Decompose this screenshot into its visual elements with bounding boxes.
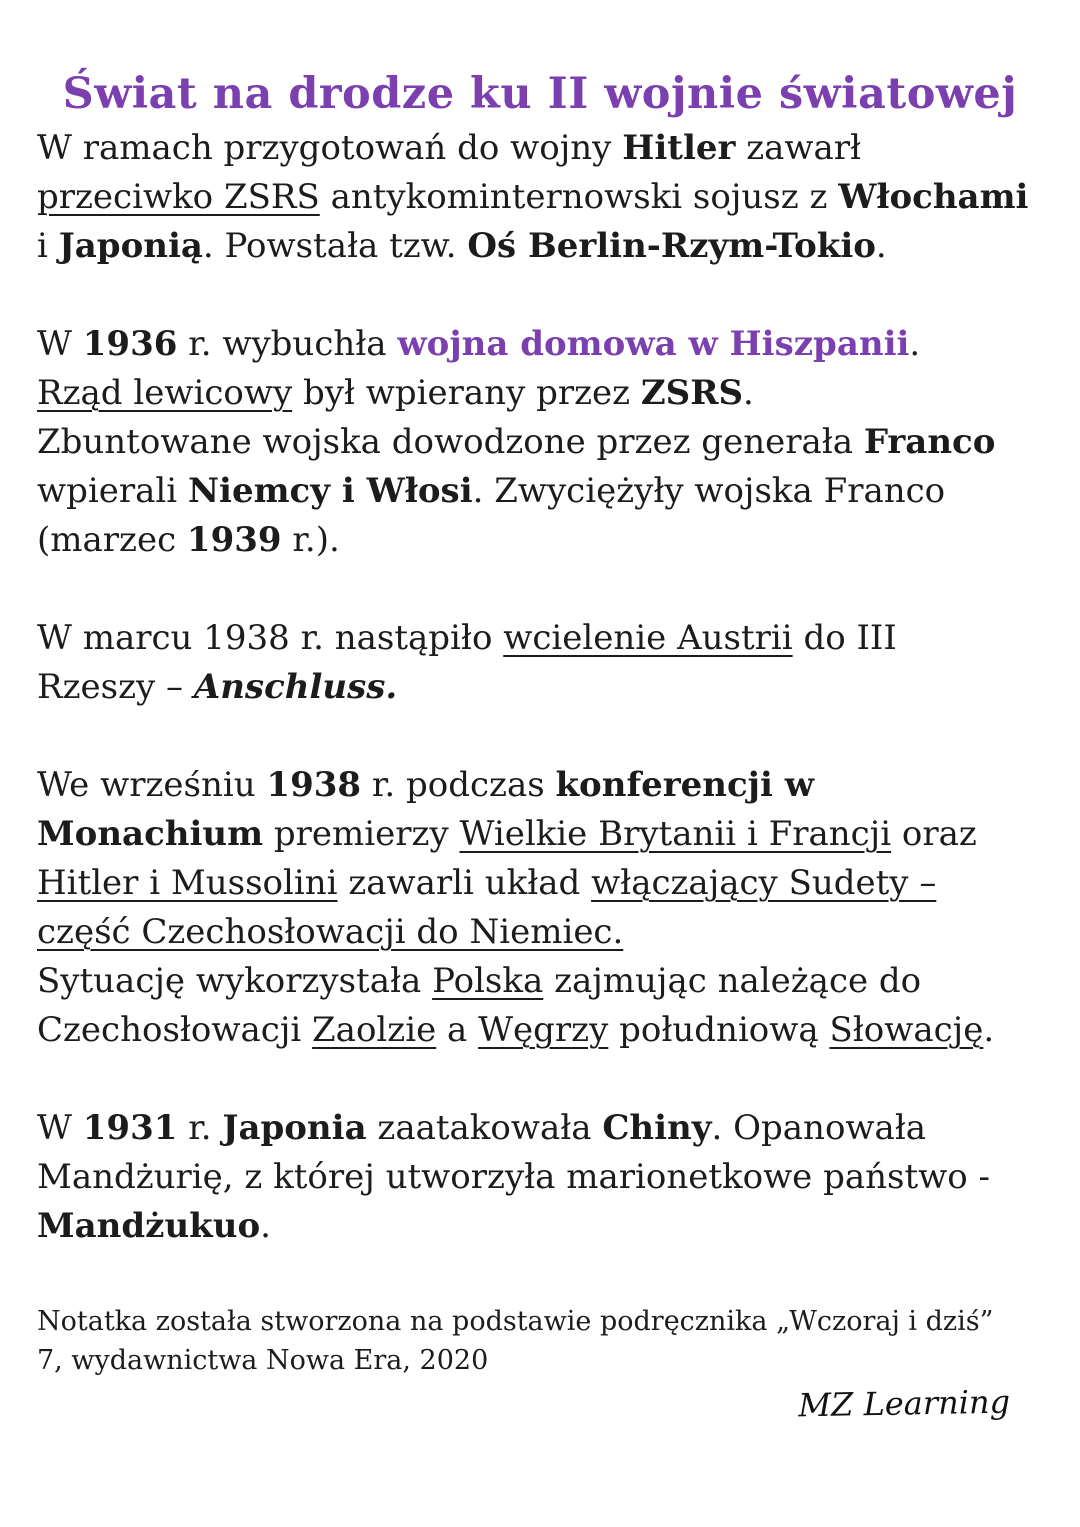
paragraph-gap: [37, 712, 1067, 761]
source-note-line: 7, wydawnictwa Nowa Era, 2020: [37, 1345, 489, 1376]
text-line: We wrześniu 1938 r. podczas konferencji w: [37, 765, 814, 805]
section-anschluss: [37, 614, 1067, 712]
text-line: część Czechosłowacji do Niemiec.: [37, 912, 624, 952]
highlight-term: wojna domowa w Hiszpanii: [397, 324, 910, 364]
text-line: (marzec 1939 r.).: [37, 520, 340, 560]
author-signature: MZ Learning: [798, 1382, 1011, 1425]
text-line: i Japonią. Powstała tzw. Oś Berlin-Rzym-Tokio.: [37, 226, 887, 266]
text-line: Rząd lewicowy był wpierany przez ZSRS.: [37, 373, 754, 413]
text-line: Zbuntowane wojska dowodzone przez generała Franco: [37, 422, 996, 462]
text-line: wpierali Niemcy i Włosi. Zwyciężyły wojska Franco: [37, 471, 946, 511]
text-line: Rzeszy – Anschluss.: [37, 667, 398, 707]
section-munich: [37, 761, 1067, 1055]
source-note: [37, 1302, 1067, 1380]
text-line: W 1931 r. Japonia zaatakowała Chiny. Opanowała: [37, 1108, 927, 1148]
text-line: przeciwko ZSRS antykominternowski sojusz z Włochami: [37, 177, 1029, 217]
section-axis: [37, 124, 1067, 271]
page-title: Świat na drodze ku II wojnie światowej: [62, 69, 1018, 119]
paragraph-gap: [37, 271, 1067, 320]
text-line: W marcu 1938 r. nastąpiło wcielenie Austrii do III: [37, 618, 897, 658]
text-line: W ramach przygotowań do wojny Hitler zawarł: [37, 128, 862, 168]
text-line: Sytuację wykorzystała Polska zajmując należące do: [37, 961, 922, 1001]
section-spanish-civil-war: [37, 320, 1067, 565]
text-line: Mandżukuo.: [37, 1206, 271, 1246]
paragraph-gap: [37, 565, 1067, 614]
paragraph-gap: [37, 1055, 1067, 1104]
text-line: Hitler i Mussolini zawarli układ włączający Sudety –: [37, 863, 937, 903]
note-body: [37, 124, 1067, 1251]
section-japan-manchuria: [37, 1104, 1067, 1251]
text-line: Monachium premierzy Wielkie Brytanii i Francji oraz: [37, 814, 977, 854]
text-line: Mandżurię, z której utworzyła marionetkowe państwo -: [37, 1157, 991, 1197]
source-note-line: Notatka została stworzona na podstawie podręcznika „Wczoraj i dziś”: [37, 1306, 994, 1337]
text-line: Czechosłowacji Zaolzie a Węgrzy południową Słowację.: [37, 1010, 995, 1050]
text-line: W 1936 r. wybuchła wojna domowa w Hiszpanii.: [37, 324, 921, 364]
